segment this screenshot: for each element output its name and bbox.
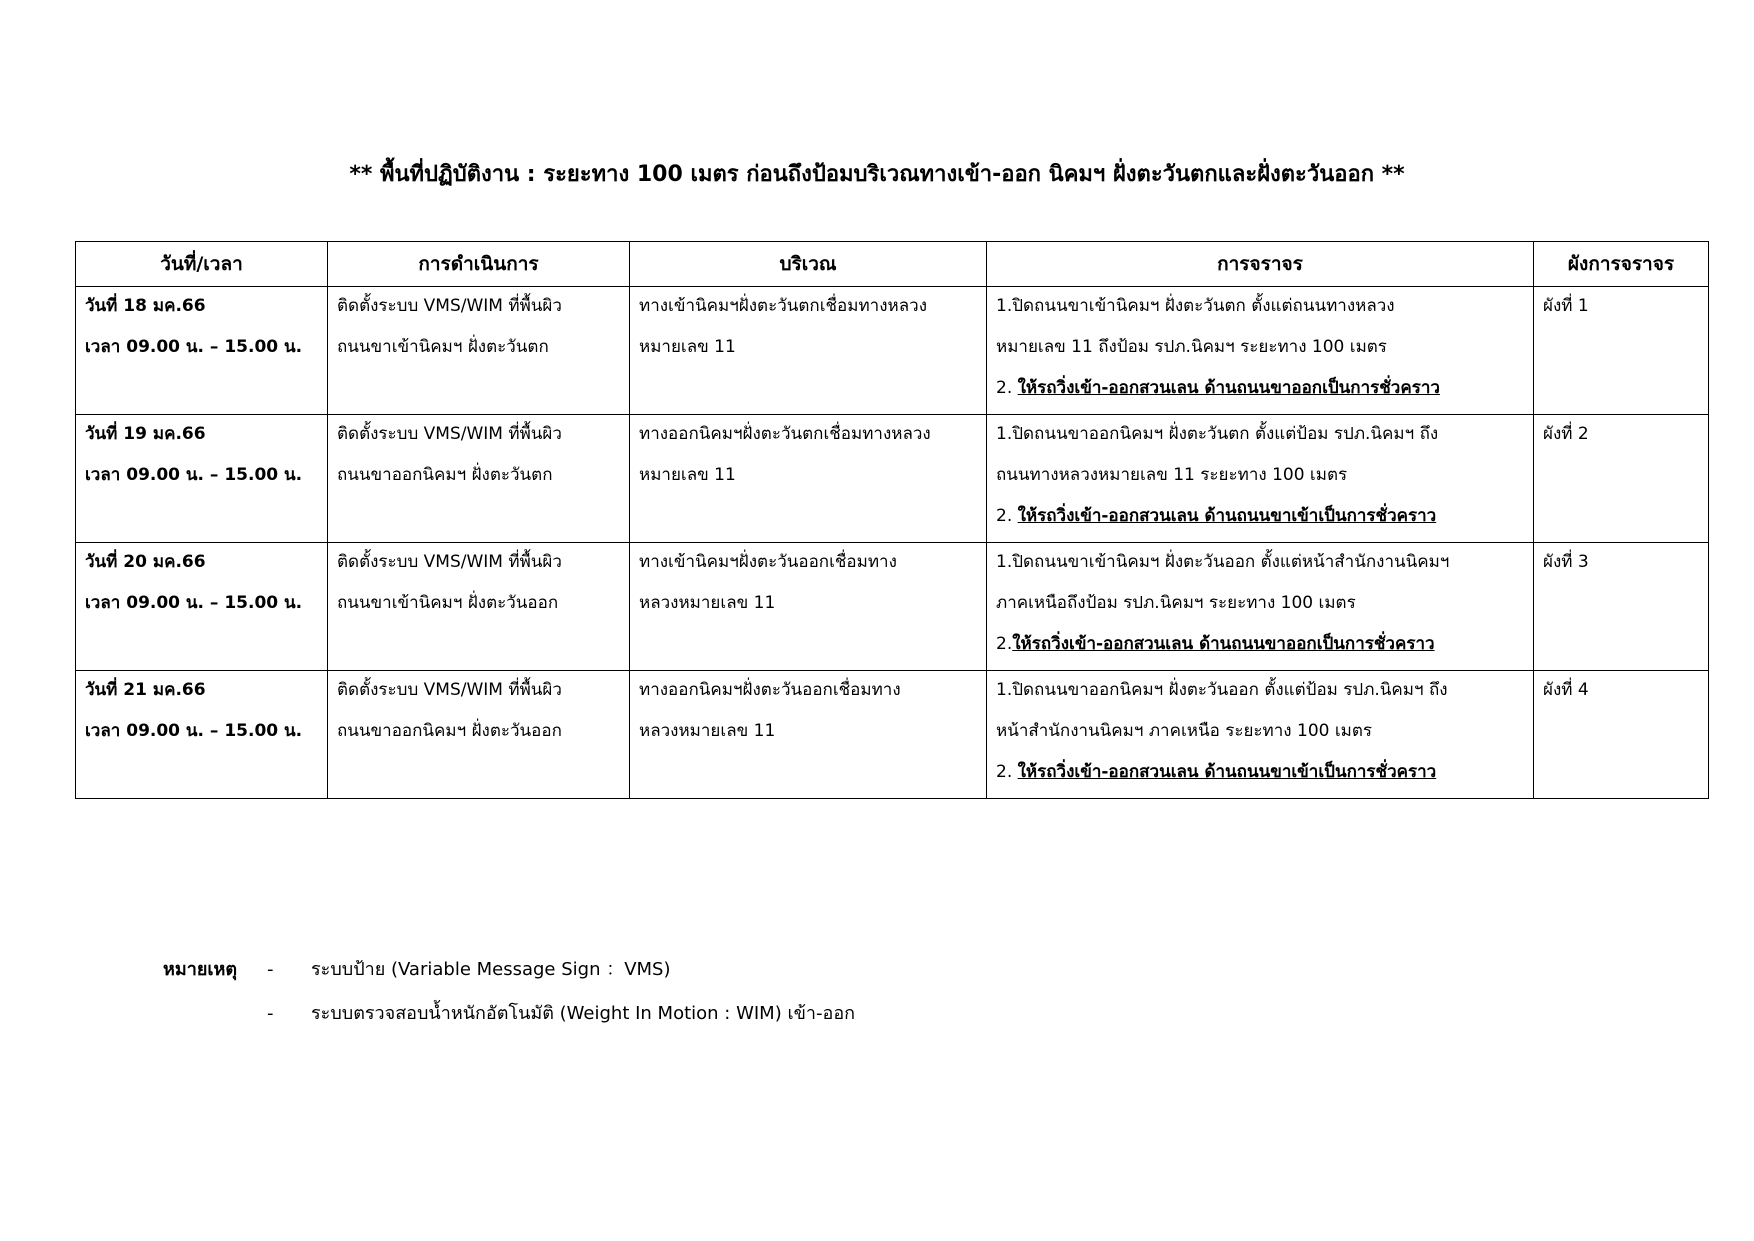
area-line: ทางออกนิคมฯฝั่งตะวันตกเชื่อมทางหลวง <box>639 424 931 444</box>
cell-action <box>328 543 630 671</box>
cell-area <box>630 415 987 543</box>
time-text: เวลา 09.00 น. – 15.00 น. <box>85 337 303 357</box>
cell-traffic <box>987 287 1534 415</box>
traffic-line-2 <box>996 757 1524 798</box>
cell-date-time <box>76 287 328 415</box>
header-traffic-plan: ผังการจราจร <box>1534 242 1709 287</box>
traffic-line: หมายเลข 11 ถึงป้อม รปภ.นิคมฯ ระยะทาง 100 เมตร <box>996 337 1387 357</box>
traffic-plan-text: ผังที่ 4 <box>1543 680 1589 700</box>
date-text: วันที่ 18 มค.66 <box>85 296 206 316</box>
traffic-item-number: 2. <box>996 634 1013 654</box>
remark-row <box>163 948 855 992</box>
header-date-time: วันที่/เวลา <box>76 242 328 287</box>
traffic-emphasis-text: ให้รถวิ่งเข้า-ออกสวนเลน ด้านถนนขาเข้าเป็นการชั่วคราว <box>1017 506 1437 526</box>
time-text: เวลา 09.00 น. – 15.00 น. <box>85 721 303 741</box>
action-line: ติดตั้งระบบ VMS/WIM ที่พื้นผิว <box>337 552 562 572</box>
action-line: ติดตั้งระบบ VMS/WIM ที่พื้นผิว <box>337 296 562 316</box>
traffic-item-number: 2. <box>996 506 1018 526</box>
date-text: วันที่ 19 มค.66 <box>85 424 206 444</box>
schedule-table <box>75 241 1709 799</box>
traffic-line: 1.ปิดถนนขาออกนิคมฯ ฝั่งตะวันออก ตั้งแต่ป้อม รปภ.นิคมฯ ถึง <box>996 680 1448 700</box>
area-line: หมายเลข 11 <box>639 465 736 485</box>
table-row <box>76 543 1709 671</box>
remark-text: ระบบตรวจสอบน้ำหนักอัตโนมัติ (Weight In Motion : WIM) เข้า-ออก <box>311 1003 856 1024</box>
document-title: ** พื้นที่ปฏิบัติงาน : ระยะทาง 100 เมตร ก่อนถึงป้อมบริเวณทางเข้า-ออก นิคมฯ ฝั่งตะวันตกและฝั่งตะวันออก ** <box>349 162 1405 187</box>
cell-area <box>630 671 987 799</box>
date-text: วันที่ 21 มค.66 <box>85 680 206 700</box>
traffic-line: 1.ปิดถนนขาออกนิคมฯ ฝั่งตะวันตก ตั้งแต่ป้อม รปภ.นิคมฯ ถึง <box>996 424 1439 444</box>
header-area: บริเวณ <box>630 242 987 287</box>
area-line: หมายเลข 11 <box>639 337 736 357</box>
area-line: ทางออกนิคมฯฝั่งตะวันออกเชื่อมทาง <box>639 680 901 700</box>
traffic-line: ถนนทางหลวงหมายเลข 11 ระยะทาง 100 เมตร <box>996 465 1348 485</box>
header-action: การดำเนินการ <box>328 242 630 287</box>
table-header-row <box>76 242 1709 287</box>
time-text: เวลา 09.00 น. – 15.00 น. <box>85 465 303 485</box>
traffic-emphasis-text: ให้รถวิ่งเข้า-ออกสวนเลน ด้านถนนขาเข้าเป็นการชั่วคราว <box>1017 762 1437 782</box>
cell-area <box>630 287 987 415</box>
traffic-line-2 <box>996 501 1524 542</box>
cell-traffic-plan <box>1534 287 1709 415</box>
traffic-line: ภาคเหนือถึงป้อม รปภ.นิคมฯ ระยะทาง 100 เมตร <box>996 593 1356 613</box>
cell-area <box>630 543 987 671</box>
time-text: เวลา 09.00 น. – 15.00 น. <box>85 593 303 613</box>
table-row <box>76 287 1709 415</box>
action-line: ถนนขาออกนิคมฯ ฝั่งตะวันตก <box>337 465 553 485</box>
traffic-emphasis-text: ให้รถวิ่งเข้า-ออกสวนเลน ด้านถนนขาออกเป็นการชั่วคราว <box>1012 634 1435 654</box>
remark-row <box>163 992 855 1036</box>
remarks-section <box>163 948 855 1036</box>
traffic-line: 1.ปิดถนนขาเข้านิคมฯ ฝั่งตะวันออก ตั้งแต่หน้าสำนักงานนิคมฯ <box>996 552 1450 572</box>
cell-traffic <box>987 671 1534 799</box>
remark-indent <box>163 992 267 1036</box>
traffic-line: หน้าสำนักงานนิคมฯ ภาคเหนือ ระยะทาง 100 เมตร <box>996 721 1373 741</box>
area-line: หลวงหมายเลข 11 <box>639 721 776 741</box>
cell-action <box>328 671 630 799</box>
cell-traffic-plan <box>1534 415 1709 543</box>
cell-action <box>328 415 630 543</box>
traffic-item-number: 2. <box>996 762 1018 782</box>
cell-traffic <box>987 415 1534 543</box>
cell-date-time <box>76 671 328 799</box>
traffic-plan-text: ผังที่ 3 <box>1543 552 1589 572</box>
traffic-line: 1.ปิดถนนขาเข้านิคมฯ ฝั่งตะวันตก ตั้งแต่ถนนทางหลวง <box>996 296 1395 316</box>
cell-traffic-plan <box>1534 671 1709 799</box>
action-line: ติดตั้งระบบ VMS/WIM ที่พื้นผิว <box>337 680 562 700</box>
traffic-line-2 <box>996 629 1524 670</box>
remarks-label: หมายเหตุ <box>163 959 238 980</box>
remark-dash: - <box>267 1003 274 1024</box>
action-line: ถนนขาออกนิคมฯ ฝั่งตะวันออก <box>337 721 562 741</box>
area-line: ทางเข้านิคมฯฝั่งตะวันออกเชื่อมทาง <box>639 552 897 572</box>
traffic-plan-text: ผังที่ 2 <box>1543 424 1589 444</box>
area-line: ทางเข้านิคมฯฝั่งตะวันตกเชื่อมทางหลวง <box>639 296 927 316</box>
area-line: หลวงหมายเลข 11 <box>639 593 776 613</box>
cell-action <box>328 287 630 415</box>
action-line: ถนนขาเข้านิคมฯ ฝั่งตะวันตก <box>337 337 549 357</box>
table-row <box>76 415 1709 543</box>
traffic-line-2 <box>996 373 1524 414</box>
remark-text: ระบบป้าย (Variable Message Sign ：VMS) <box>311 959 671 980</box>
cell-traffic <box>987 543 1534 671</box>
traffic-item-number: 2. <box>996 378 1018 398</box>
date-text: วันที่ 20 มค.66 <box>85 552 206 572</box>
cell-date-time <box>76 543 328 671</box>
header-traffic: การจราจร <box>987 242 1534 287</box>
table-row <box>76 671 1709 799</box>
cell-date-time <box>76 415 328 543</box>
action-line: ติดตั้งระบบ VMS/WIM ที่พื้นผิว <box>337 424 562 444</box>
traffic-plan-text: ผังที่ 1 <box>1543 296 1589 316</box>
action-line: ถนนขาเข้านิคมฯ ฝั่งตะวันออก <box>337 593 559 613</box>
cell-traffic-plan <box>1534 543 1709 671</box>
traffic-emphasis-text: ให้รถวิ่งเข้า-ออกสวนเลน ด้านถนนขาออกเป็นการชั่วคราว <box>1017 378 1440 398</box>
remark-dash: - <box>267 959 274 980</box>
